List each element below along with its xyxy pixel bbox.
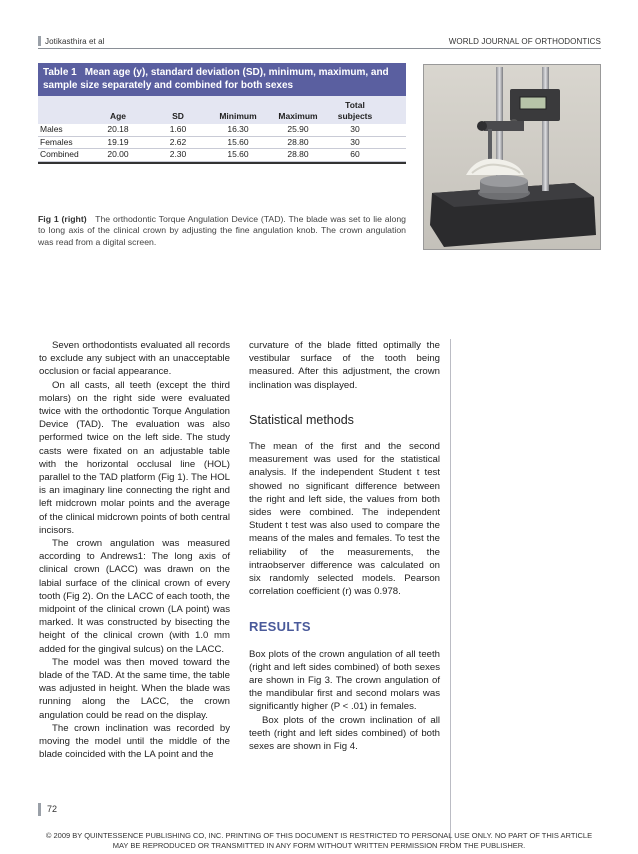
table-cell: 15.60 bbox=[227, 136, 249, 147]
table-caption: Mean age (y), standard deviation (SD), minimum, maximum, and sample size separately and combined for both sexes bbox=[43, 67, 389, 91]
table-cell: 28.80 bbox=[287, 149, 309, 159]
table-number: Table 1 bbox=[43, 67, 77, 78]
section-heading-statistical-methods: Statistical methods bbox=[249, 412, 354, 427]
footer-line-1: © 2009 BY QUINTESSENCE PUBLISHING CO, INC. PRINTING OF THIS DOCUMENT IS RESTRICTED TO PERSONAL USE ONLY. NO PART OF THIS ARTICLE bbox=[45, 831, 593, 840]
table-cell: 60 bbox=[350, 149, 360, 159]
table-header-sd: SD bbox=[172, 111, 184, 121]
table-cell: 2.62 bbox=[169, 136, 187, 147]
tad-device-photo bbox=[423, 64, 601, 250]
table-cell: 1.60 bbox=[169, 124, 187, 134]
table-cell: 25.90 bbox=[287, 124, 309, 134]
table-cell: 30 bbox=[350, 124, 360, 134]
body-paragraph: Box plots of the crown inclination of all teeth (right and left sides combined) of both sexes are shown in Fig 4. bbox=[249, 714, 440, 753]
table-cell: 28.80 bbox=[287, 136, 309, 147]
table-row bbox=[38, 149, 406, 162]
body-paragraph: The mean of the first and the second measurement was used for the statistical analysis. If the independent Student t test showed no significant difference between the right and left side, the values from both sides were combined. The independent Student t test was also used to compare the means of the males and females. To test the reliability of the measurements, the intraobserver difference was calculated on six randomly selected models. Pearson correlation coefficient (r) was 0.978. bbox=[249, 441, 440, 598]
table-cell: 15.60 bbox=[227, 149, 249, 159]
footer-line-2: MAY BE REPRODUCED OR TRANSMITTED IN ANY FORM WITHOUT WRITTEN PERMISSION FROM THE PUBLISHER. bbox=[112, 841, 526, 850]
body-paragraph: curvature of the blade fitted optimally the vestibular surface of the tooth being measured. After this adjustment, the crown inclination was displayed. bbox=[249, 340, 440, 391]
section-heading-results: RESULTS bbox=[249, 619, 311, 635]
running-header-journal: WORLD JOURNAL OF ORTHODONTICS bbox=[448, 37, 601, 46]
table-cell: 20.18 bbox=[107, 124, 129, 134]
table-cell: 2.30 bbox=[169, 149, 187, 159]
table-title bbox=[38, 63, 406, 96]
table-cell: 19.19 bbox=[107, 136, 129, 147]
figure-caption-text: The orthodontic Torque Angulation Device (TAD). The blade was set to lie along to long axis of the clinical crown by adjusting the fine angulation knob. The crown angulation was read from a digital screen. bbox=[38, 214, 406, 247]
page-number-bar bbox=[38, 803, 41, 816]
table-header-row bbox=[38, 96, 406, 124]
table-row bbox=[38, 124, 406, 137]
table-row-label: Females bbox=[40, 136, 73, 147]
table-header-total: Total subjects bbox=[337, 100, 373, 121]
figure-1-caption bbox=[38, 214, 406, 248]
copyright-footer bbox=[20, 831, 618, 851]
body-column-left bbox=[39, 339, 230, 762]
table-cell: 30 bbox=[350, 136, 360, 147]
header-rule bbox=[38, 48, 601, 49]
table-header-age: Age bbox=[109, 111, 127, 121]
page-number: 72 bbox=[47, 804, 58, 814]
table-header-minimum: Minimum bbox=[219, 111, 257, 121]
body-paragraph: Box plots of the crown angulation of all teeth (right and left sides combined) of both sexes are shown in Fig 3. The crown angulation of the mandibular first and second molars was significantly higher (P < .01) in females. bbox=[249, 648, 440, 713]
table-row bbox=[38, 137, 406, 150]
body-paragraph: The crown angulation was measured according to Andrews1: The long axis of clinical crown (LACC) was drawn on the labial surface of the clinical crown of every tooth (Fig 2). On the LACC of each tooth, the midpoint of the clinical crown (LA point) was marked. It was constructed by bisecting the height of the clinical crown (with 1.0 mm added for the gingival sulcus) on the LACC. bbox=[39, 538, 230, 655]
table-row-label: Combined bbox=[40, 149, 79, 159]
table-cell: 16.30 bbox=[227, 124, 249, 134]
body-column-right bbox=[249, 339, 440, 753]
figure-label: Fig 1 (right) bbox=[38, 214, 87, 224]
body-paragraph: The model was then moved toward the blade of the TAD. At the same time, the table was adjusted in height. When the blade was running along the LACC, the crown angulation could be read on the display. bbox=[39, 656, 230, 721]
column-divider bbox=[450, 339, 451, 845]
table-header-maximum: Maximum bbox=[278, 111, 318, 121]
table-1 bbox=[38, 63, 406, 164]
body-paragraph: The crown inclination was recorded by moving the model until the middle of the blade coincided with the LA point and the bbox=[39, 722, 230, 761]
table-body bbox=[38, 124, 406, 162]
table-row-label: Males bbox=[40, 124, 63, 134]
body-paragraph: Seven orthodontists evaluated all records to exclude any subject with an unacceptable occlusion or facial appearance. bbox=[39, 340, 230, 378]
running-header-author: Jotikasthira et al bbox=[45, 37, 105, 46]
header-accent-bar bbox=[38, 36, 41, 46]
table-bottom-rule bbox=[38, 162, 406, 164]
body-paragraph: On all casts, all teeth (except the third molars) on the right side were evaluated twice with the orthodontic Torque Angulation Device (TAD). The evaluation was also performed twice on the left side. The study casts were fixated on an adjustable table with the horizontal occlusal line (HOL) parallel to the TAD platform (Fig 1). The HOL is an imaginary line connecting the right and left midcrown molar points and the average of the clinical midcrown points of both central incisors. bbox=[39, 379, 230, 536]
table-cell: 20.00 bbox=[107, 149, 129, 159]
